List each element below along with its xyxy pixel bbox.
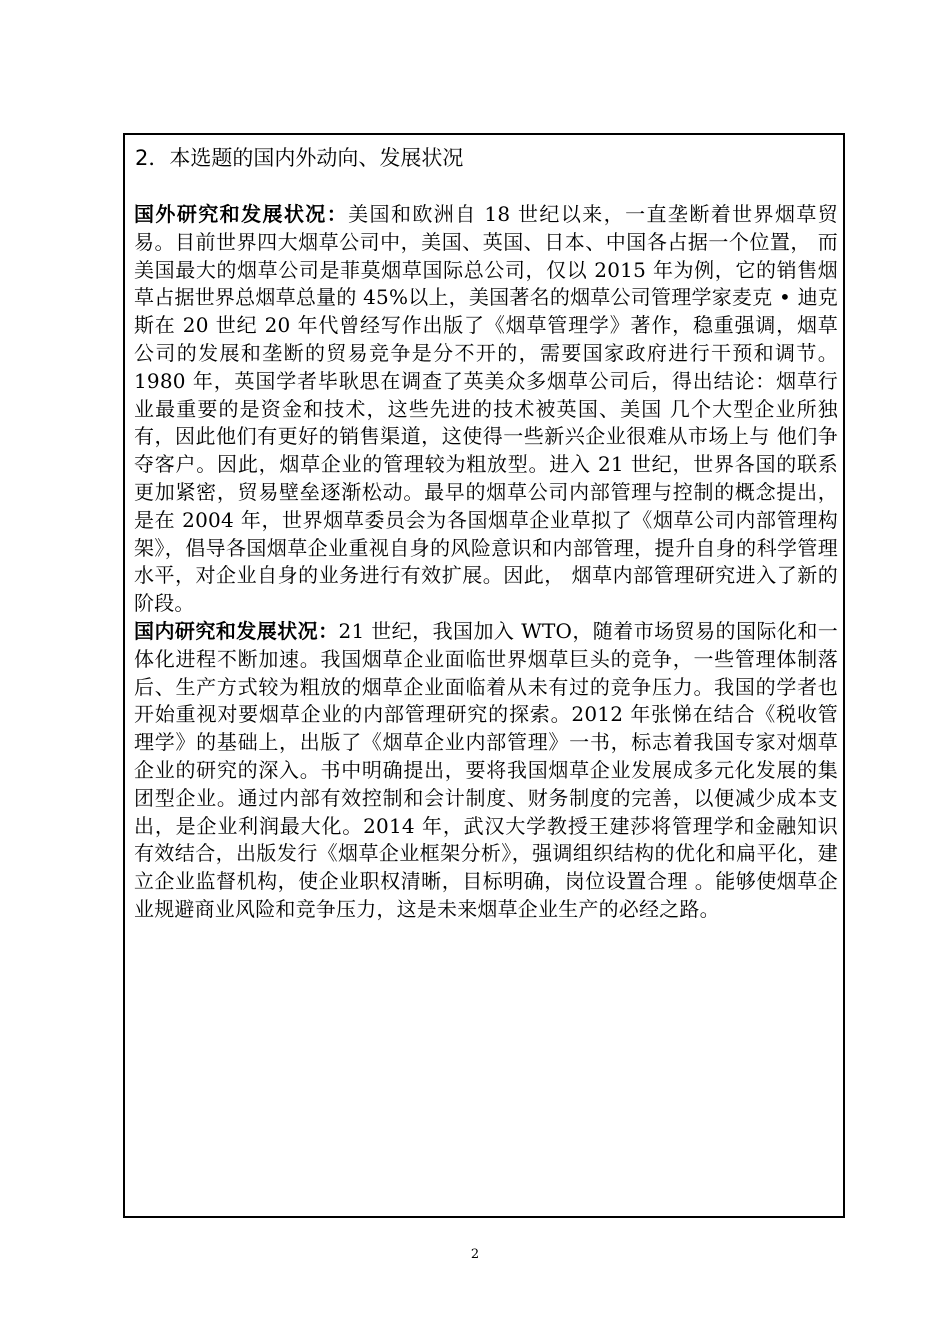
domestic-paragraph: [134, 618, 838, 924]
foreign-paragraph: [134, 201, 838, 618]
body-text: [134, 201, 838, 924]
domestic-research-label: 国内研究和发展状况：: [134, 618, 339, 643]
content-table-cell: [123, 133, 845, 1218]
page-number: 2: [470, 1247, 480, 1262]
foreign-research-label: 国外研究和发展状况：: [134, 202, 349, 226]
foreign-research-text: 美国和欧洲自 18 世纪以来，一直垄断着世界烟草贸易。目前世界四大烟草公司中，美国、英国、日本、中国各占据一个位置， 而美国最大的烟草公司是菲莫烟草国际总公司，仅以 2015 年为例，它的销售烟草占据世界总烟草总量的 45%以上，美国著名的烟草公司管理学家麦克 • 迪克斯在 20 世纪 20 年代曾经写作出版了《烟草管理学》著作，稳重强调，烟草公司的发展和垄断的贸易竞争是分不开的，需要国家政府进行干预和调节。1980 年，英国学者毕耿思在调查了英美众多烟草公司后，得出结论：烟草行业最重要的是资金和技术，这些先进的技术被英国、美国 几个大型企业所独有，因此他们有更好的销售渠道，这使得一些新兴企业很难从市场上与 他们争夺客户。因此，烟草企业的管理较为粗放型。进入 21 世纪，世界各国的联系更加紧密，贸易壁垒逐渐松动。最早的烟草公司内部管理与控制的概念提出，是在 2004 年，世界烟草委员会为各国烟草企业草拟了《烟草公司内部管理构架》，倡导各国烟草企业重视自身的风险意识和内部管理，提升自身的科学管理水平，对企业自身的业务进行有效扩展。因此， 烟草内部管理研究进入了新的阶段。: [134, 202, 838, 616]
section-heading: 2．本选题的国内外动向、发展状况: [135, 146, 464, 170]
domestic-research-text: 21 世纪，我国加入 WTO，随着市场贸易的国际化和一体化进程不断加速。我国烟草企业面临世界烟草巨头的竞争，一些管理体制落后、生产方式较为粗放的烟草企业面临着从未有过的竞争压力。我国的学者也开始重视对要烟草企业的内部管理研究的探索。2012 年张悌在结合《税收管理学》的基础上，出版了《烟草企业内部管理》一书，标志着我国专家对烟草企业的研究的深入。书中明确提出，要将我国烟草企业发展成多元化发展的集团型企业。通过内部有效控制和会计制度、财务制度的完善，以便减少成本支出，是企业利润最大化。2014 年，武汉大学教授王建莎将管理学和金融知识有效结合，出版发行《烟草企业框架分析》，强调组织结构的优化和扁平化，建立企业监督机构，使企业职权清晰，目标明确，岗位设置合理 。能够使烟草企业规避商业风险和竞争压力，这是未来烟草企业生产的必经之路。: [134, 618, 839, 921]
